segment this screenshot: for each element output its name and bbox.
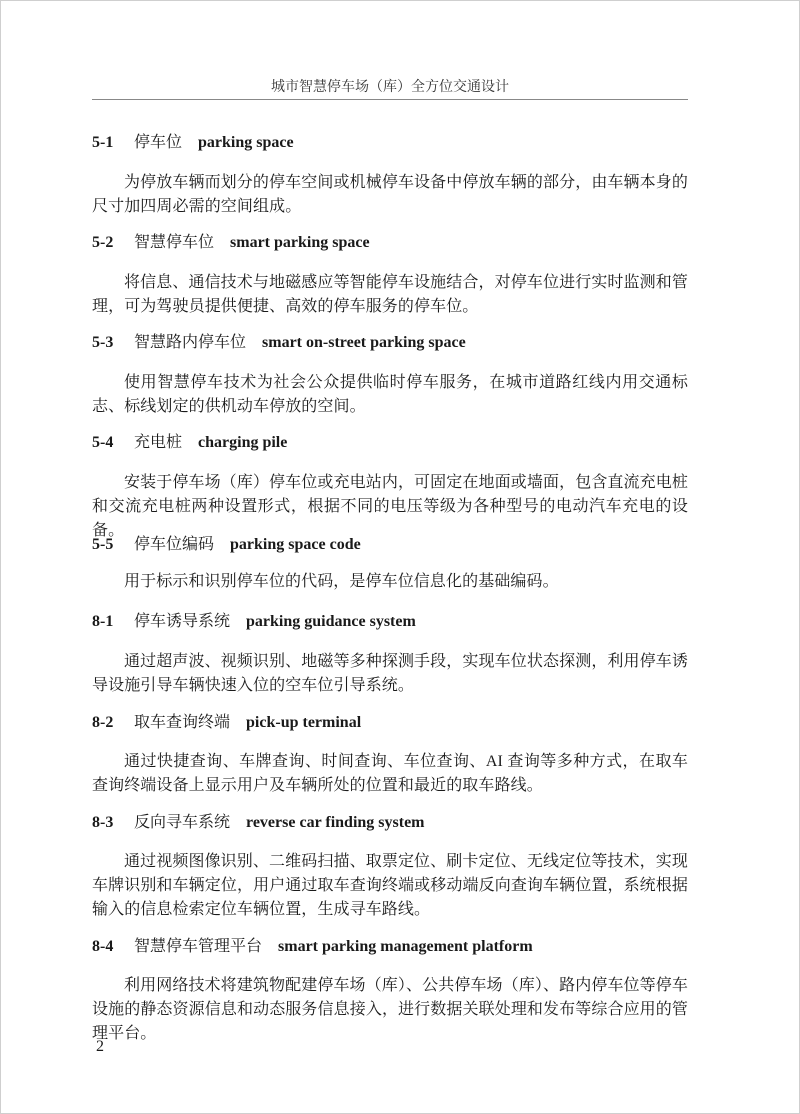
entry-definition: 利用网络技术将建筑物配建停车场（库）、公共停车场（库）、路内停车位等停车设施的静态资源信息和动态服务信息接入，进行数据关联处理和发布等综合应用的管理平台。: [92, 977, 688, 1042]
entry-heading: [92, 811, 688, 833]
entry-term-cn: 停车位: [134, 132, 183, 151]
entry-8-3: [92, 811, 688, 922]
entry-5-3: [92, 331, 688, 419]
entry-heading: [92, 431, 688, 453]
entry-8-2: [92, 711, 688, 798]
entry-heading: [92, 331, 688, 353]
entry-term-en: smart parking management platform: [278, 938, 533, 955]
entry-definition: 将信息、通信技术与地磁感应等智能停车设施结合，对停车位进行实时监测和管理，可为驾驶员提供便捷、高效的停车服务的停车位。: [92, 274, 688, 315]
entry-term-en: reverse car finding system: [246, 814, 425, 831]
entry-number: 5-5: [92, 536, 114, 553]
entry-number: 8-4: [92, 938, 114, 955]
entry-term-en: charging pile: [198, 434, 288, 451]
entry-term-cn: 智慧停车管理平台: [134, 936, 263, 955]
entry-8-1: [92, 610, 688, 698]
entry-term-en: parking space: [198, 134, 294, 151]
entry-term-en: parking guidance system: [246, 613, 416, 630]
header-rule: [92, 99, 688, 100]
entry-definition: 为停放车辆而划分的停车空间或机械停车设备中停放车辆的部分，由车辆本身的尺寸加四周必需的空间组成。: [92, 174, 688, 215]
entry-definition: 用于标示和识别停车位的代码，是停车位信息化的基础编码。: [124, 573, 559, 590]
entry-number: 8-3: [92, 814, 114, 831]
entry-5-5: [92, 533, 688, 594]
entry-heading: [92, 935, 688, 957]
entry-number: 5-3: [92, 334, 114, 351]
entry-heading: [92, 131, 688, 153]
running-title: 城市智慧停车场（库）全方位交通设计: [271, 80, 509, 95]
entry-5-1: [92, 131, 688, 219]
entry-heading: [92, 231, 688, 253]
entry-definition: 安装于停车场（库）停车位或充电站内，可固定在地面或墙面，包含直流充电桩和交流充电桩两种设置形式，根据不同的电压等级为各种型号的电动汽车充电的设备。: [92, 474, 688, 539]
entry-term-en: smart on-street parking space: [262, 334, 466, 351]
entry-term-cn: 智慧停车位: [134, 232, 215, 251]
entry-8-4: [92, 935, 688, 1046]
entry-number: 5-2: [92, 234, 114, 251]
entry-number: 5-1: [92, 134, 114, 151]
entry-definition: 通过视频图像识别、二维码扫描、取票定位、刷卡定位、无线定位等技术，实现车牌识别和车辆定位，用户通过取车查询终端或移动端反向查询车辆位置，系统根据输入的信息检索定位车辆位置，生成寻车路线。: [92, 853, 688, 918]
entry-number: 5-4: [92, 434, 114, 451]
page-number: 2: [96, 1038, 104, 1055]
entry-5-2: [92, 231, 688, 319]
entry-heading: [92, 610, 688, 632]
entry-definition: 通过快捷查询、车牌查询、时间查询、车位查询、AI 查询等多种方式，在取车查询终端设备上显示用户及车辆所处的位置和最近的取车路线。: [92, 753, 688, 794]
entry-heading: [92, 533, 688, 555]
entry-heading: [92, 711, 688, 733]
entry-definition: 使用智慧停车技术为社会公众提供临时停车服务，在城市道路红线内用交通标志、标线划定的供机动车停放的空间。: [92, 374, 688, 415]
entry-term-cn: 智慧路内停车位: [134, 332, 247, 351]
entry-5-4: [92, 431, 688, 543]
entry-definition: 通过超声波、视频识别、地磁等多种探测手段，实现车位状态探测，利用停车诱导设施引导车辆快速入位的空车位引导系统。: [92, 653, 688, 694]
entry-term-cn: 停车位编码: [134, 534, 215, 553]
entry-number: 8-1: [92, 613, 114, 630]
entry-number: 8-2: [92, 714, 114, 731]
entry-term-cn: 充电桩: [134, 432, 183, 451]
entry-term-en: pick-up terminal: [246, 714, 362, 731]
entry-term-cn: 反向寻车系统: [134, 812, 231, 831]
entry-term-cn: 停车诱导系统: [134, 611, 231, 630]
entry-term-en: smart parking space: [230, 234, 370, 251]
entry-term-en: parking space code: [230, 536, 361, 553]
entry-term-cn: 取车查询终端: [134, 712, 231, 731]
